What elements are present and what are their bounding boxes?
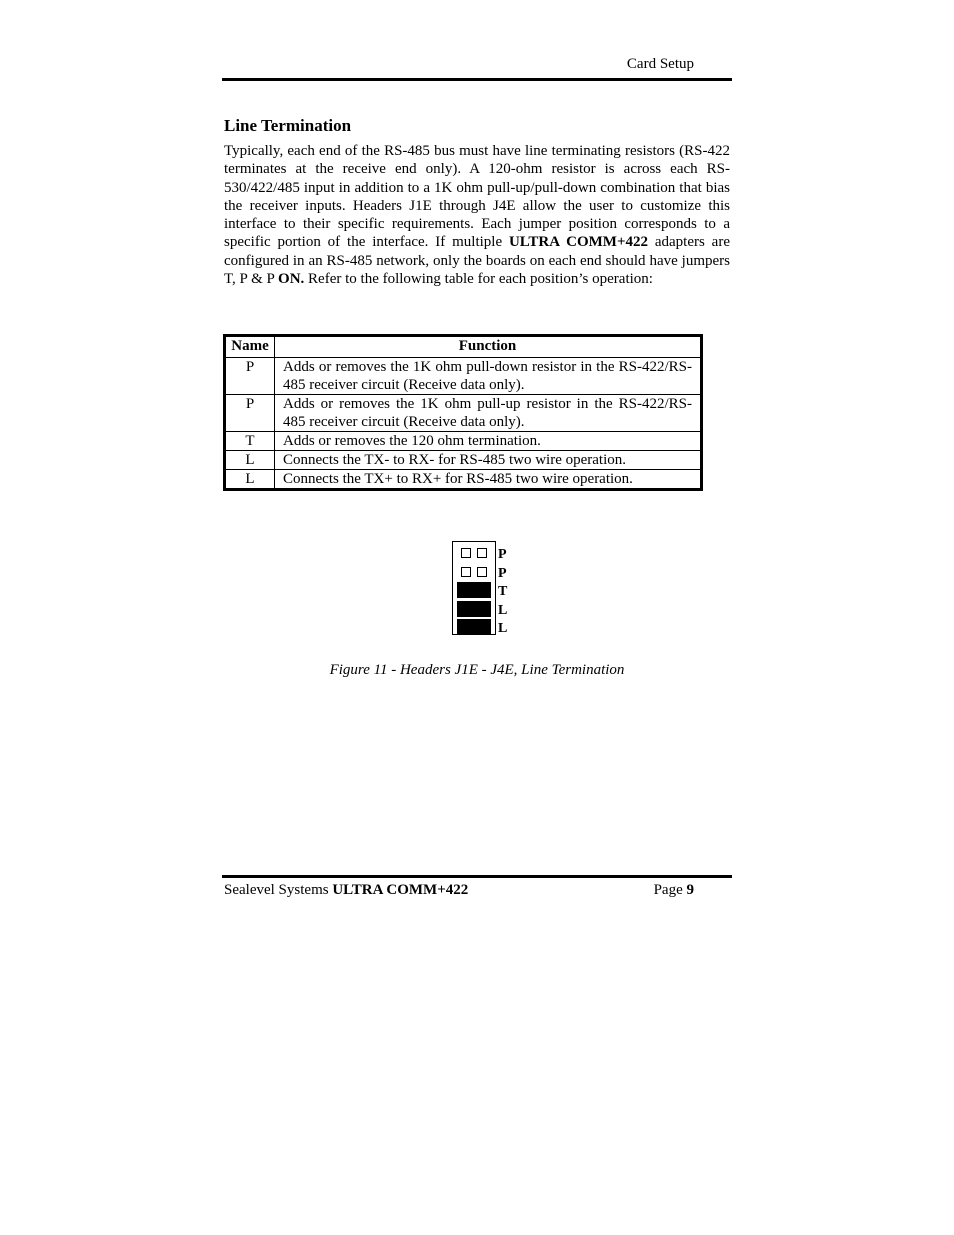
column-header-name: Name	[225, 336, 275, 358]
pin-row	[457, 545, 491, 561]
pin	[477, 567, 487, 577]
jumper-installed	[457, 619, 491, 635]
page-header	[222, 56, 732, 81]
paragraph-text-2: adapters are configured in an RS-485 network, only the boards on each end should have jumpers T, P & P	[224, 234, 730, 288]
cell-name: P	[225, 395, 275, 432]
table-row	[225, 395, 702, 432]
pin-labels	[498, 546, 507, 639]
pin-label: L	[498, 621, 508, 636]
table-header-row	[225, 336, 702, 358]
jumper-function-table	[223, 334, 703, 491]
cell-function: Adds or removes the 120 ohm termination.	[275, 432, 702, 451]
pin-row	[457, 582, 491, 598]
pin-label: L	[498, 602, 508, 618]
table-row	[225, 432, 702, 451]
pin-label: P	[498, 547, 507, 562]
footer-product-line	[224, 882, 468, 899]
cell-function: Adds or removes the 1K ohm pull-up resistor in the RS-422/RS-485 receiver circuit (Receive data only).	[275, 395, 702, 432]
jumper-header-diagram	[452, 541, 496, 635]
column-header-function: Function	[275, 336, 702, 358]
table-row	[225, 358, 702, 395]
cell-name: L	[225, 451, 275, 470]
page-footer	[222, 875, 732, 908]
table-row	[225, 451, 702, 470]
footer-page	[654, 882, 694, 899]
on-word: ON.	[278, 271, 305, 288]
pin-row	[457, 601, 491, 617]
table-row	[225, 470, 702, 490]
cell-function: Connects the TX- to RX- for RS-485 two wire operation.	[275, 451, 702, 470]
footer-company: Sealevel Systems	[224, 882, 333, 898]
pin	[477, 548, 487, 558]
paragraph-text-1: Typically, each end of the RS-485 bus must have line terminating resistors (RS-422 terminates at the receive end only). A 120-ohm resistor is across each RS-530/422/485 input in addition to a 1K ohm pull-up/pull-down combination that bias the receiver inputs. Headers J1E through J4E allow the user to customize this interface to their specific requirements. Each jumper position corresponds to a specific portion of the interface. If multiple	[224, 143, 730, 251]
cell-name: T	[225, 432, 275, 451]
footer-page-label: Page	[653, 882, 687, 898]
jumper-installed	[457, 582, 491, 598]
running-header-title: Card Setup	[626, 56, 694, 72]
pin-row	[457, 564, 491, 580]
pin	[461, 548, 471, 558]
body-paragraph	[224, 142, 730, 288]
cell-function: Connects the TX+ to RX+ for RS-485 two wire operation.	[275, 470, 702, 490]
footer-product: ULTRA COMM+422	[332, 882, 469, 898]
product-name: ULTRA COMM+422	[508, 234, 648, 251]
cell-name: P	[225, 358, 275, 395]
page-number: 9	[686, 882, 694, 898]
pin	[461, 567, 471, 577]
cell-name: L	[225, 470, 275, 490]
jumper-installed	[457, 601, 491, 617]
paragraph-text-3: Refer to the following table for each position’s operation:	[304, 271, 653, 288]
pin-label: P	[498, 565, 507, 581]
pin-row	[457, 619, 491, 635]
pin-label: T	[498, 584, 508, 599]
section-heading: Line Termination	[224, 116, 352, 135]
cell-function: Adds or removes the 1K ohm pull-down resistor in the RS-422/RS-485 receiver circuit (Receive data only).	[275, 358, 702, 395]
figure-caption: Figure 11 - Headers J1E - J4E, Line Termination	[329, 662, 625, 678]
